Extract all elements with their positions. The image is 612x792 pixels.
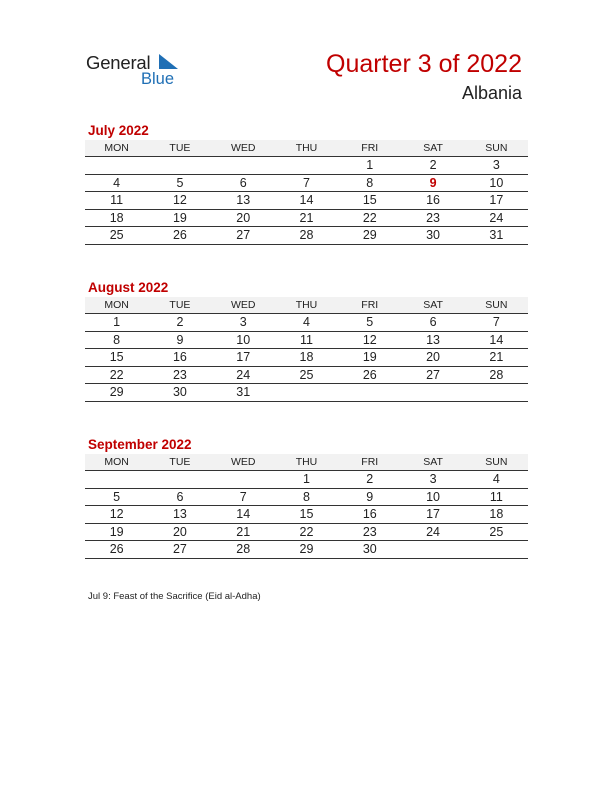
brand-logo — [86, 50, 196, 90]
day-cell: 19 — [338, 349, 401, 367]
week-row — [85, 209, 528, 227]
day-cell: 27 — [148, 541, 211, 559]
weekday-label: SAT — [401, 140, 464, 157]
day-cell: 18 — [85, 209, 148, 227]
empty-day-cell — [465, 384, 528, 402]
day-cell: 13 — [212, 192, 275, 210]
empty-day-cell — [338, 384, 401, 402]
month-block-july — [85, 121, 528, 245]
month-block-september — [85, 435, 528, 559]
week-row — [85, 331, 528, 349]
day-cell: 5 — [148, 174, 211, 192]
empty-day-cell — [401, 384, 464, 402]
day-cell: 24 — [465, 209, 528, 227]
month-block-august — [85, 278, 528, 402]
day-cell: 3 — [212, 314, 275, 332]
empty-day-cell — [401, 541, 464, 559]
weekday-label: TUE — [148, 454, 211, 471]
day-cell: 28 — [465, 366, 528, 384]
month-title: August 2022 — [88, 280, 169, 295]
day-cell: 25 — [85, 227, 148, 245]
weekday-label: FRI — [338, 140, 401, 157]
day-cell: 25 — [465, 523, 528, 541]
month-grid — [85, 140, 528, 245]
day-cell: 4 — [275, 314, 338, 332]
day-cell: 30 — [401, 227, 464, 245]
day-cell: 16 — [148, 349, 211, 367]
day-cell: 18 — [275, 349, 338, 367]
day-cell: 30 — [338, 541, 401, 559]
day-cell: 24 — [212, 366, 275, 384]
day-cell: 21 — [275, 209, 338, 227]
day-cell: 6 — [212, 174, 275, 192]
day-cell: 1 — [275, 471, 338, 489]
weekday-label: WED — [212, 140, 275, 157]
day-cell: 6 — [401, 314, 464, 332]
empty-day-cell — [275, 384, 338, 402]
empty-day-cell — [275, 157, 338, 175]
day-cell: 22 — [85, 366, 148, 384]
weekday-header-row — [85, 140, 528, 157]
page-title: Quarter 3 of 2022 — [326, 50, 522, 78]
day-cell: 2 — [401, 157, 464, 175]
weekday-label: MON — [85, 140, 148, 157]
day-cell: 11 — [465, 488, 528, 506]
day-cell: 13 — [401, 331, 464, 349]
day-cell: 30 — [148, 384, 211, 402]
empty-day-cell — [85, 157, 148, 175]
day-cell: 20 — [401, 349, 464, 367]
day-cell: 29 — [275, 541, 338, 559]
country-name: Albania — [461, 83, 522, 103]
day-cell: 31 — [465, 227, 528, 245]
day-cell: 15 — [85, 349, 148, 367]
day-cell: 26 — [85, 541, 148, 559]
day-cell: 4 — [85, 174, 148, 192]
day-cell: 23 — [148, 366, 211, 384]
day-cell: 14 — [275, 192, 338, 210]
day-cell: 22 — [338, 209, 401, 227]
day-cell: 29 — [85, 384, 148, 402]
weekday-label: SUN — [465, 454, 528, 471]
week-row — [85, 506, 528, 524]
week-row — [85, 471, 528, 489]
weekday-label: SAT — [401, 454, 464, 471]
day-cell: 9 — [338, 488, 401, 506]
day-cell: 16 — [401, 192, 464, 210]
day-cell: 21 — [465, 349, 528, 367]
day-cell: 8 — [338, 174, 401, 192]
week-row — [85, 314, 528, 332]
day-cell: 9 — [148, 331, 211, 349]
week-row — [85, 541, 528, 559]
weekday-label: THU — [275, 297, 338, 314]
day-cell: 3 — [401, 471, 464, 489]
month-grid — [85, 297, 528, 402]
day-cell: 15 — [275, 506, 338, 524]
empty-day-cell — [212, 157, 275, 175]
week-row — [85, 174, 528, 192]
day-cell: 23 — [338, 523, 401, 541]
weekday-label: THU — [275, 140, 338, 157]
day-cell: 27 — [212, 227, 275, 245]
day-cell: 8 — [85, 331, 148, 349]
week-row — [85, 157, 528, 175]
day-cell: 5 — [85, 488, 148, 506]
day-cell: 13 — [148, 506, 211, 524]
day-cell: 31 — [212, 384, 275, 402]
weekday-label: TUE — [148, 297, 211, 314]
day-cell: 16 — [338, 506, 401, 524]
day-cell: 12 — [85, 506, 148, 524]
day-cell: 7 — [465, 314, 528, 332]
weekday-label: FRI — [338, 454, 401, 471]
holiday-notes — [88, 591, 261, 602]
empty-day-cell — [148, 157, 211, 175]
day-cell: 21 — [212, 523, 275, 541]
brand-name-blue: Blue — [141, 70, 175, 88]
day-cell: 11 — [85, 192, 148, 210]
week-row — [85, 349, 528, 367]
day-cell: 19 — [148, 209, 211, 227]
day-cell: 28 — [212, 541, 275, 559]
day-cell: 3 — [465, 157, 528, 175]
week-row — [85, 523, 528, 541]
day-cell: 12 — [338, 331, 401, 349]
weekday-label: SAT — [401, 297, 464, 314]
weekday-label: FRI — [338, 297, 401, 314]
day-cell: 23 — [401, 209, 464, 227]
week-row — [85, 488, 528, 506]
day-cell: 20 — [148, 523, 211, 541]
day-cell: 22 — [275, 523, 338, 541]
day-cell: 1 — [338, 157, 401, 175]
weekday-header-row — [85, 297, 528, 314]
day-cell: 25 — [275, 366, 338, 384]
day-cell: 19 — [85, 523, 148, 541]
weekday-label: WED — [212, 297, 275, 314]
day-cell: 9 — [401, 174, 464, 192]
day-cell: 5 — [338, 314, 401, 332]
weekday-label: MON — [85, 297, 148, 314]
weekday-label: TUE — [148, 140, 211, 157]
day-cell: 10 — [465, 174, 528, 192]
empty-day-cell — [148, 471, 211, 489]
day-cell: 17 — [212, 349, 275, 367]
day-cell: 12 — [148, 192, 211, 210]
holiday-note: Jul 9: Feast of the Sacrifice (Eid al-Adha) — [88, 591, 261, 602]
brand-name-general: General — [86, 52, 151, 73]
weekday-label: SUN — [465, 297, 528, 314]
day-cell: 11 — [275, 331, 338, 349]
day-cell: 2 — [148, 314, 211, 332]
day-cell: 28 — [275, 227, 338, 245]
empty-day-cell — [465, 541, 528, 559]
day-cell: 26 — [338, 366, 401, 384]
month-title: September 2022 — [88, 437, 192, 452]
day-cell: 17 — [465, 192, 528, 210]
weekday-label: MON — [85, 454, 148, 471]
day-cell: 18 — [465, 506, 528, 524]
day-cell: 20 — [212, 209, 275, 227]
week-row — [85, 384, 528, 402]
month-title: July 2022 — [88, 123, 149, 138]
day-cell: 1 — [85, 314, 148, 332]
day-cell: 4 — [465, 471, 528, 489]
day-cell: 14 — [465, 331, 528, 349]
day-cell: 15 — [338, 192, 401, 210]
weekday-label: WED — [212, 454, 275, 471]
day-cell: 10 — [401, 488, 464, 506]
brand-flag-icon — [157, 54, 179, 70]
day-cell: 14 — [212, 506, 275, 524]
weekday-label: SUN — [465, 140, 528, 157]
day-cell: 17 — [401, 506, 464, 524]
day-cell: 6 — [148, 488, 211, 506]
day-cell: 7 — [275, 174, 338, 192]
week-row — [85, 227, 528, 245]
weekday-label: THU — [275, 454, 338, 471]
day-cell: 8 — [275, 488, 338, 506]
day-cell: 2 — [338, 471, 401, 489]
day-cell: 26 — [148, 227, 211, 245]
day-cell: 7 — [212, 488, 275, 506]
empty-day-cell — [212, 471, 275, 489]
empty-day-cell — [85, 471, 148, 489]
week-row — [85, 366, 528, 384]
day-cell: 24 — [401, 523, 464, 541]
week-row — [85, 192, 528, 210]
day-cell: 27 — [401, 366, 464, 384]
month-grid — [85, 454, 528, 559]
day-cell: 29 — [338, 227, 401, 245]
day-cell: 10 — [212, 331, 275, 349]
weekday-header-row — [85, 454, 528, 471]
